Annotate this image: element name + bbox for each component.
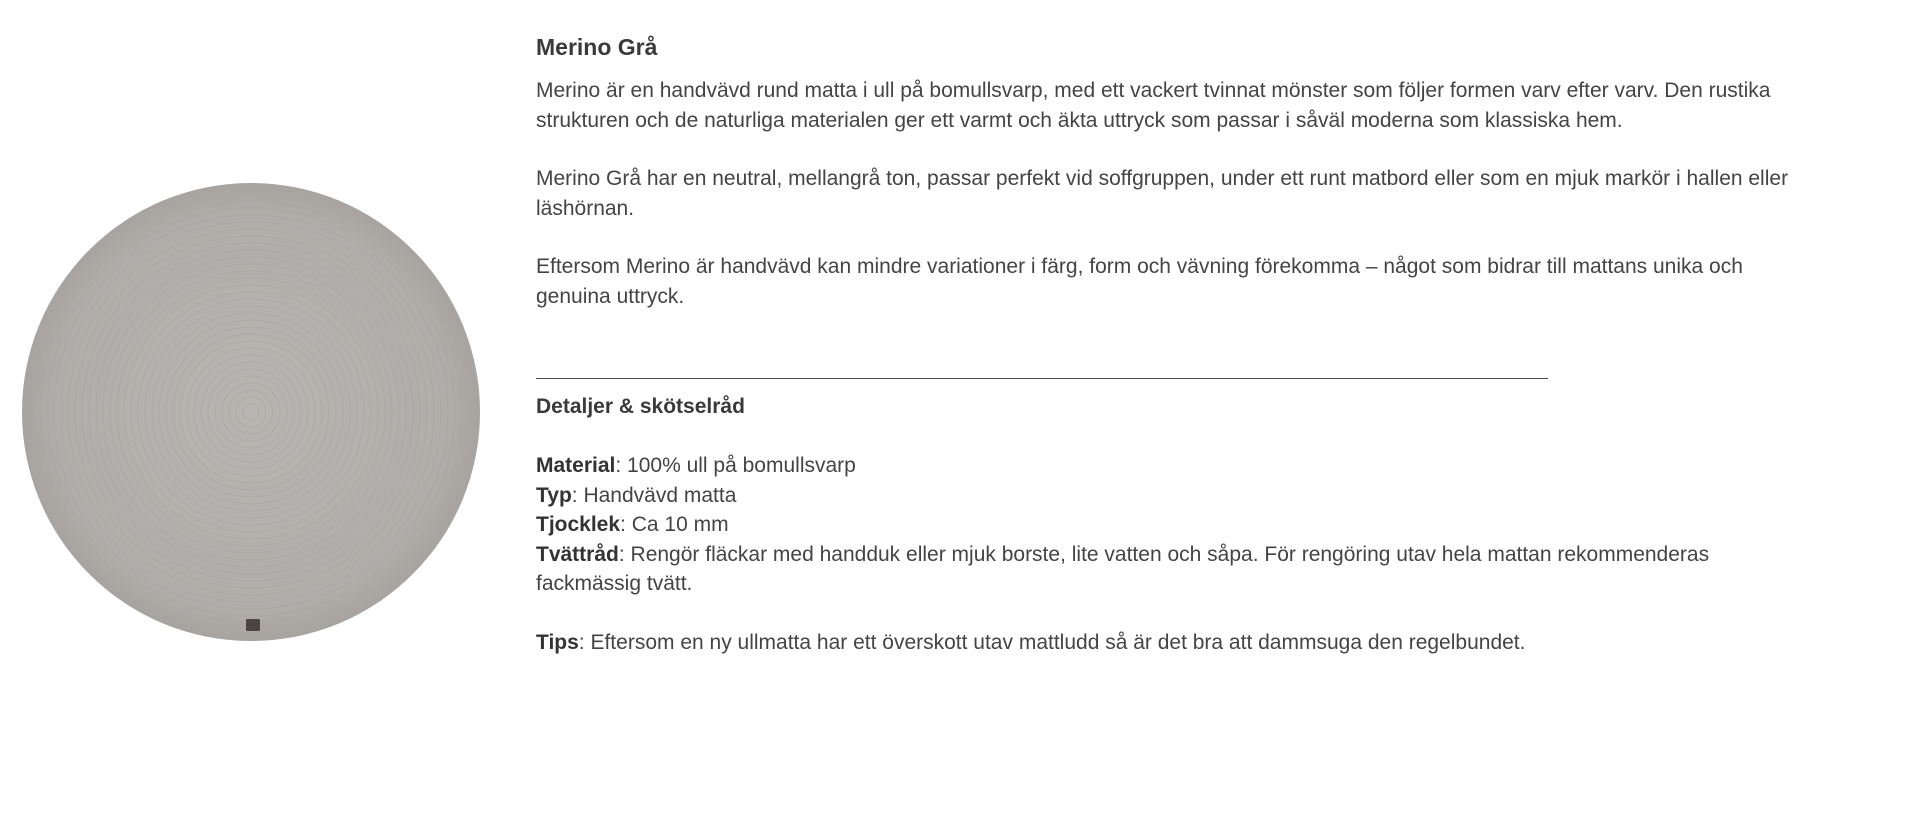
- detail-care: [536, 540, 1796, 599]
- detail-type: [536, 481, 1796, 511]
- description-paragraph-2: Merino Grå har en neutral, mellangrå ton, passar perfekt vid soffgruppen, under ett runt matbord eller som en mjuk markör i hallen eller läshörnan.: [536, 167, 1789, 220]
- detail-value-thickness: : Ca 10 mm: [620, 513, 729, 536]
- detail-value-type: : Handvävd matta: [571, 483, 737, 507]
- detail-label-thickness: Tjocklek: [536, 513, 621, 536]
- product-info: [536, 32, 1796, 657]
- description-paragraph-1: Merino är en handvävd rund matta i ull på bomullsvarp, med ett vackert tvinnat mönster som följer formen varv efter varv. Den rustika strukturen och de naturliga materialen ger ett varmt och äkta uttryck som passar i såväl moderna som klassiska hem.: [536, 79, 1771, 132]
- product-title: Merino Grå: [536, 34, 658, 60]
- detail-thickness: [536, 510, 1796, 540]
- rug-circle: [22, 183, 480, 641]
- detail-label-material: Material: [536, 454, 616, 477]
- product-image: [22, 183, 480, 641]
- rug-illustration: [22, 183, 480, 641]
- detail-label-tips: Tips: [536, 630, 579, 654]
- detail-material: [536, 451, 1796, 481]
- detail-label-care: Tvättråd: [536, 542, 619, 566]
- detail-value-care: : Rengör fläckar med handduk eller mjuk borste, lite vatten och såpa. För rengöring utav hela mattan rekommenderas fackmässig tvätt.: [536, 542, 1710, 595]
- detail-value-material: : 100% ull på bomullsvarp: [615, 454, 856, 477]
- detail-tips: [536, 628, 1796, 658]
- details-heading: Detaljer & skötselråd: [536, 395, 745, 418]
- detail-label-type: Typ: [536, 483, 572, 507]
- section-divider: [536, 378, 1548, 379]
- detail-value-tips: : Eftersom en ny ullmatta har ett överskott utav mattludd så är det bra att dammsuga den regelbundet.: [578, 630, 1526, 654]
- description-paragraph-3: Eftersom Merino är handvävd kan mindre variationer i färg, form och vävning förekomma – något som bidrar till mattans unika och genuina uttryck.: [536, 255, 1743, 308]
- rug-label-tag: [246, 619, 260, 631]
